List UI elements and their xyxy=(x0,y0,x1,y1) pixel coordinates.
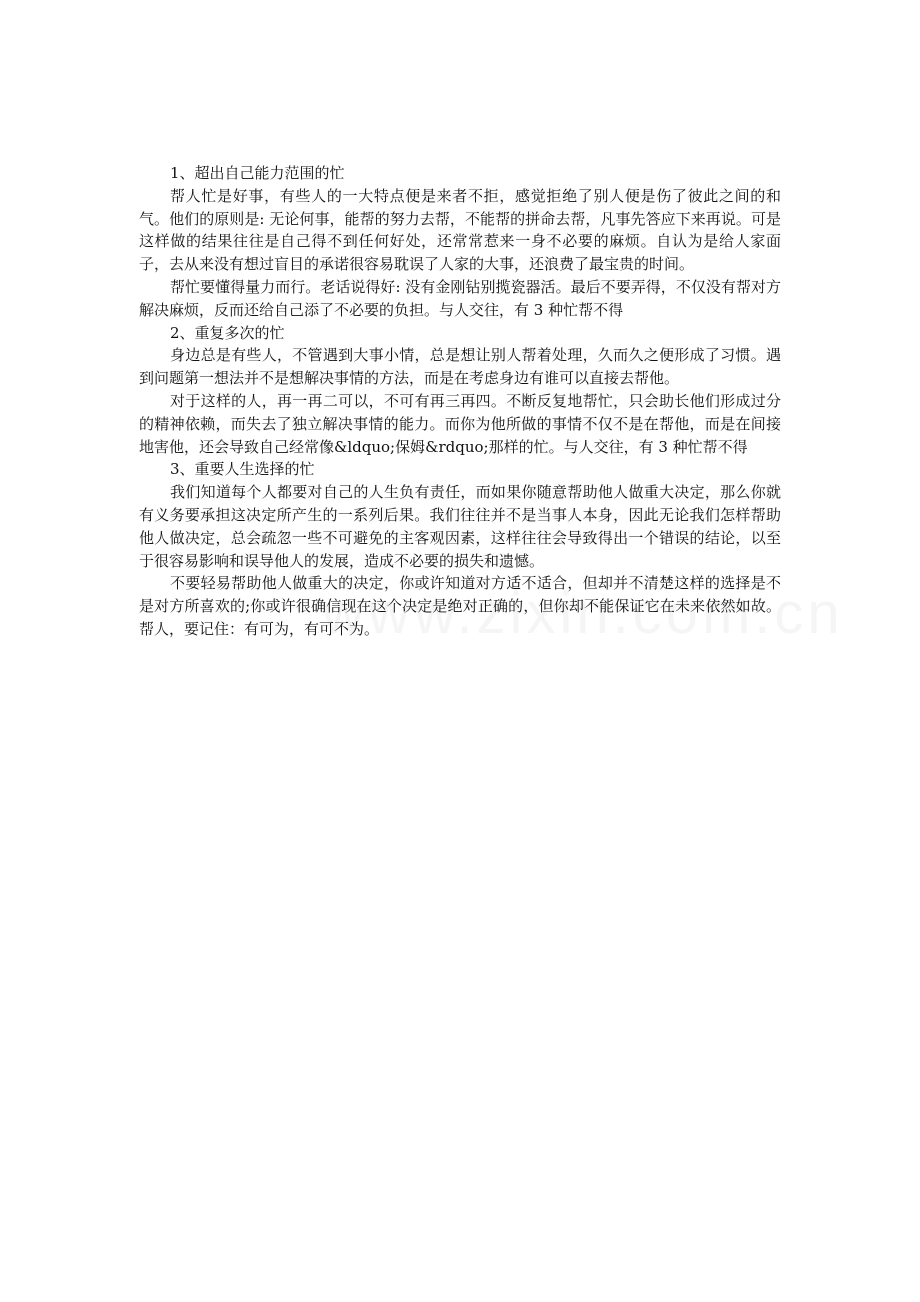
section-heading-2: 2、重复多次的忙 xyxy=(170,323,285,342)
document-body xyxy=(139,162,781,641)
paragraph: 不要轻易帮助他人做重大的决定，你或许知道对方适不适合，但却并不清楚这样的选择是不是对方所喜欢的;你或许很确信现在这个决定是绝对正确的，但你却不能保证它在未来依然如故。帮人，要记住：有可为，有可不为。 xyxy=(139,574,781,638)
section-heading-3: 3、重要人生选择的忙 xyxy=(170,460,315,479)
paragraph: 对于这样的人，再一再二可以，不可有再三再四。不断反复地帮忙，只会助长他们形成过分的精神依赖，而失去了独立解决事情的能力。而你为他所做的事情不仅不是在帮他，而是在间接地害他，还会导致自己经常像&ldquo;保姆&rdquo;那样的忙。与人交往，有 3 种忙帮不得 xyxy=(139,391,781,456)
section-heading-1: 1、超出自己能力范围的忙 xyxy=(170,164,345,182)
paragraph: 身边总是有些人，不管遇到大事小情，总是想让别人帮着处理，久而久之便形成了习惯。遇到问题第一想法并不是想解决事情的方法，而是在考虑身边有谁可以直接去帮他。 xyxy=(139,346,781,388)
paragraph: 帮忙要懂得量力而行。老话说得好: 没有金刚钻别揽瓷器活。最后不要弄得，不仅没有帮对方解决麻烦，反而还给自己添了不必要的负担。与人交往，有 3 种忙帮不得 xyxy=(139,277,781,319)
paragraph: 我们知道每个人都要对自己的人生负有责任，而如果你随意帮助他人做重大决定，那么你就有义务要承担这决定所产生的一系列后果。我们往往并不是当事人本身，因此无论我们怎样帮助他人做决定，总会疏忽一些不可避免的主客观因素，这样往往会导致得出一个错误的结论，以至于很容易影响和误导他人的发展，造成不必要的损失和遗憾。 xyxy=(139,483,781,570)
paragraph: 帮人忙是好事，有些人的一大特点便是来者不拒，感觉拒绝了别人便是伤了彼此之间的和气。他们的原则是: 无论何事，能帮的努力去帮，不能帮的拼命去帮，凡事先答应下来再说。可是这样做的结果往往是自己得不到任何好处，还常常惹来一身不必要的麻烦。自认为是给人家面子，去从来没有想过盲目的承诺很容易耽误了人家的大事，还浪费了最宝贵的时间。 xyxy=(139,186,781,274)
